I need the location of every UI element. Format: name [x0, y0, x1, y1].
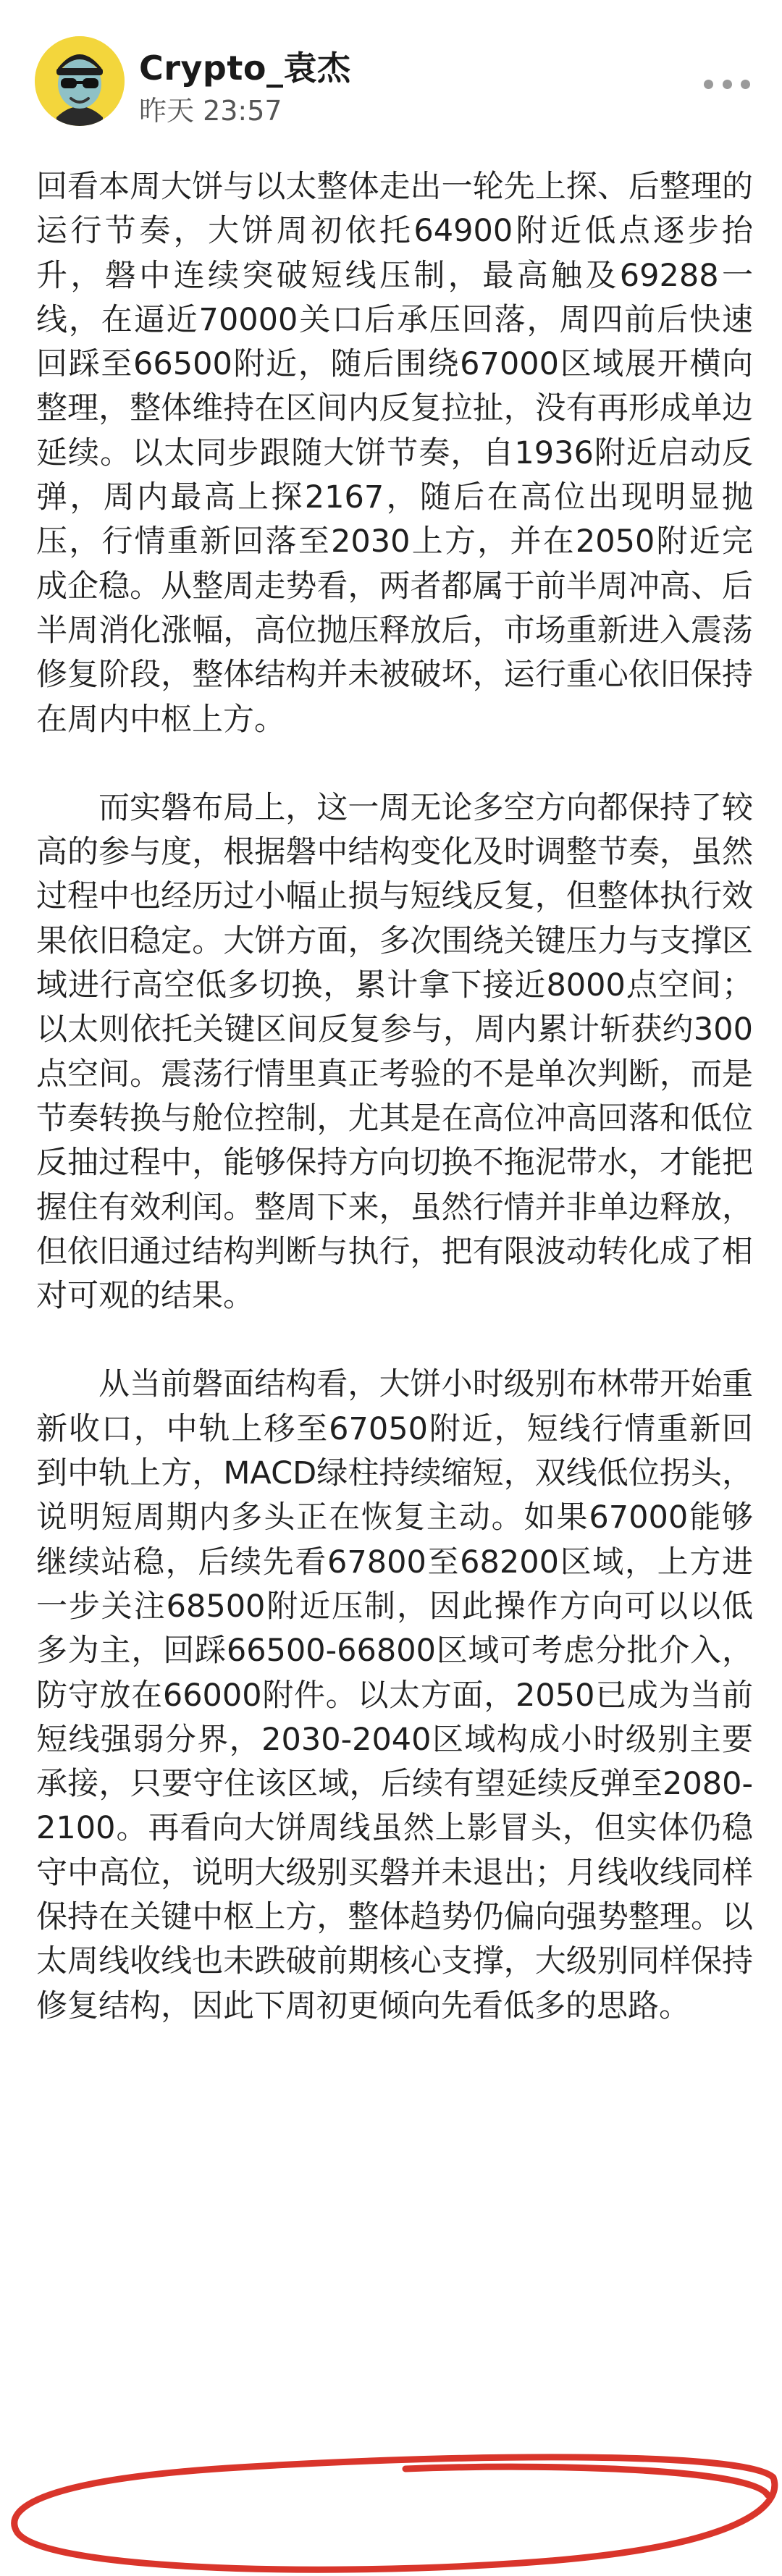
avatar[interactable] [35, 36, 125, 126]
author-name[interactable]: Crypto_袁杰 [139, 49, 351, 88]
more-button[interactable] [704, 70, 750, 98]
more-dots-icon [723, 80, 732, 89]
post-paragraph-2: 而实磐布局上，这一周无论多空方向都保持了较高的参与度，根据磐中结构变化及时调整节奏，虽然过程中也经历过小幅止损与短线反复，但整体执行效果依旧稳定。大饼方面，多次围绕关键压力与支撑区域进行高空低多切换，累计拿下接近8000点空间；以太则依托关键区间反复参与，周内累计斩获约300点空间。震荡行情里真正考验的不是单次判断，而是节奏转换与舱位控制，尤其是在高位冲高回落和低位反抽过程中，能够保持方向切换不拖泥带水，才能把握住有效利闰。整周下来，虽然行情并非单边释放，但依旧通过结构判断与执行，把有限波动转化成了相对可观的结果。 [36, 789, 753, 1315]
post-paragraph-1: 回看本周大饼与以太整体走出一轮先上探、后整理的运行节奏，大饼周初依托64900附近低点逐步抬升，磐中连续突破短线压制，最高触及69288一线，在逼近70000关口后承压回落，周四前后快速回踩至66500附近，随后围绕67000区域展开横向整理，整体维持在区间内反复拉扯，没有再形成单边延续。以太同步跟随大饼节奏，自1936附近启动反弹，周内最高上探2167，随后在高位出现明显抛压，行情重新回落至2030上方，并在2050附近完成企稳。从整周走势看，两者都属于前半周冲高、后半周消化涨幅，高位抛压释放后，市场重新进入震荡修复阶段，整体结构并未被破坏，运行重心依旧保持在周内中枢上方。 [36, 169, 753, 738]
more-dots-icon [741, 80, 750, 89]
more-dots-icon [704, 80, 713, 89]
post-paragraph-3: 从当前磐面结构看，大饼小时级别布林带开始重新收口，中轨上移至67050附近，短线行情重新回到中轨上方，MACD绿柱持续缩短，双线低位拐头，说明短周期内多头正在恢复主动。如果67000能够继续站稳，后续先看67800至68200区域，上方进一步关注68500附近压制，因此操作方向可以以低多为主，回踩66500-66800区域可考虑分批介入，防守放在66000附件。以太方面，2050已成为当前短线强弱分界，2030-2040区域构成小时级别主要承接，只要守住该区域，后续有望延续反弹至2080-2100。再看向大饼周线虽然上影冒头，但实体仍稳守中高位，说明大级别买磐并未退出；月线收线同样保持在关键中枢上方，整体趋势仍偏向强势整理。以太周线收线也未跌破前期核心支撑，大级别同样保持修复结构，因此下周初更倾向先看低多的思路。 [36, 1366, 753, 2024]
post-body [36, 165, 753, 2029]
post-time: 昨天 23:57 [139, 95, 282, 127]
post-header [0, 0, 782, 145]
cartoon-avatar-with-sunglasses-icon [35, 36, 125, 126]
